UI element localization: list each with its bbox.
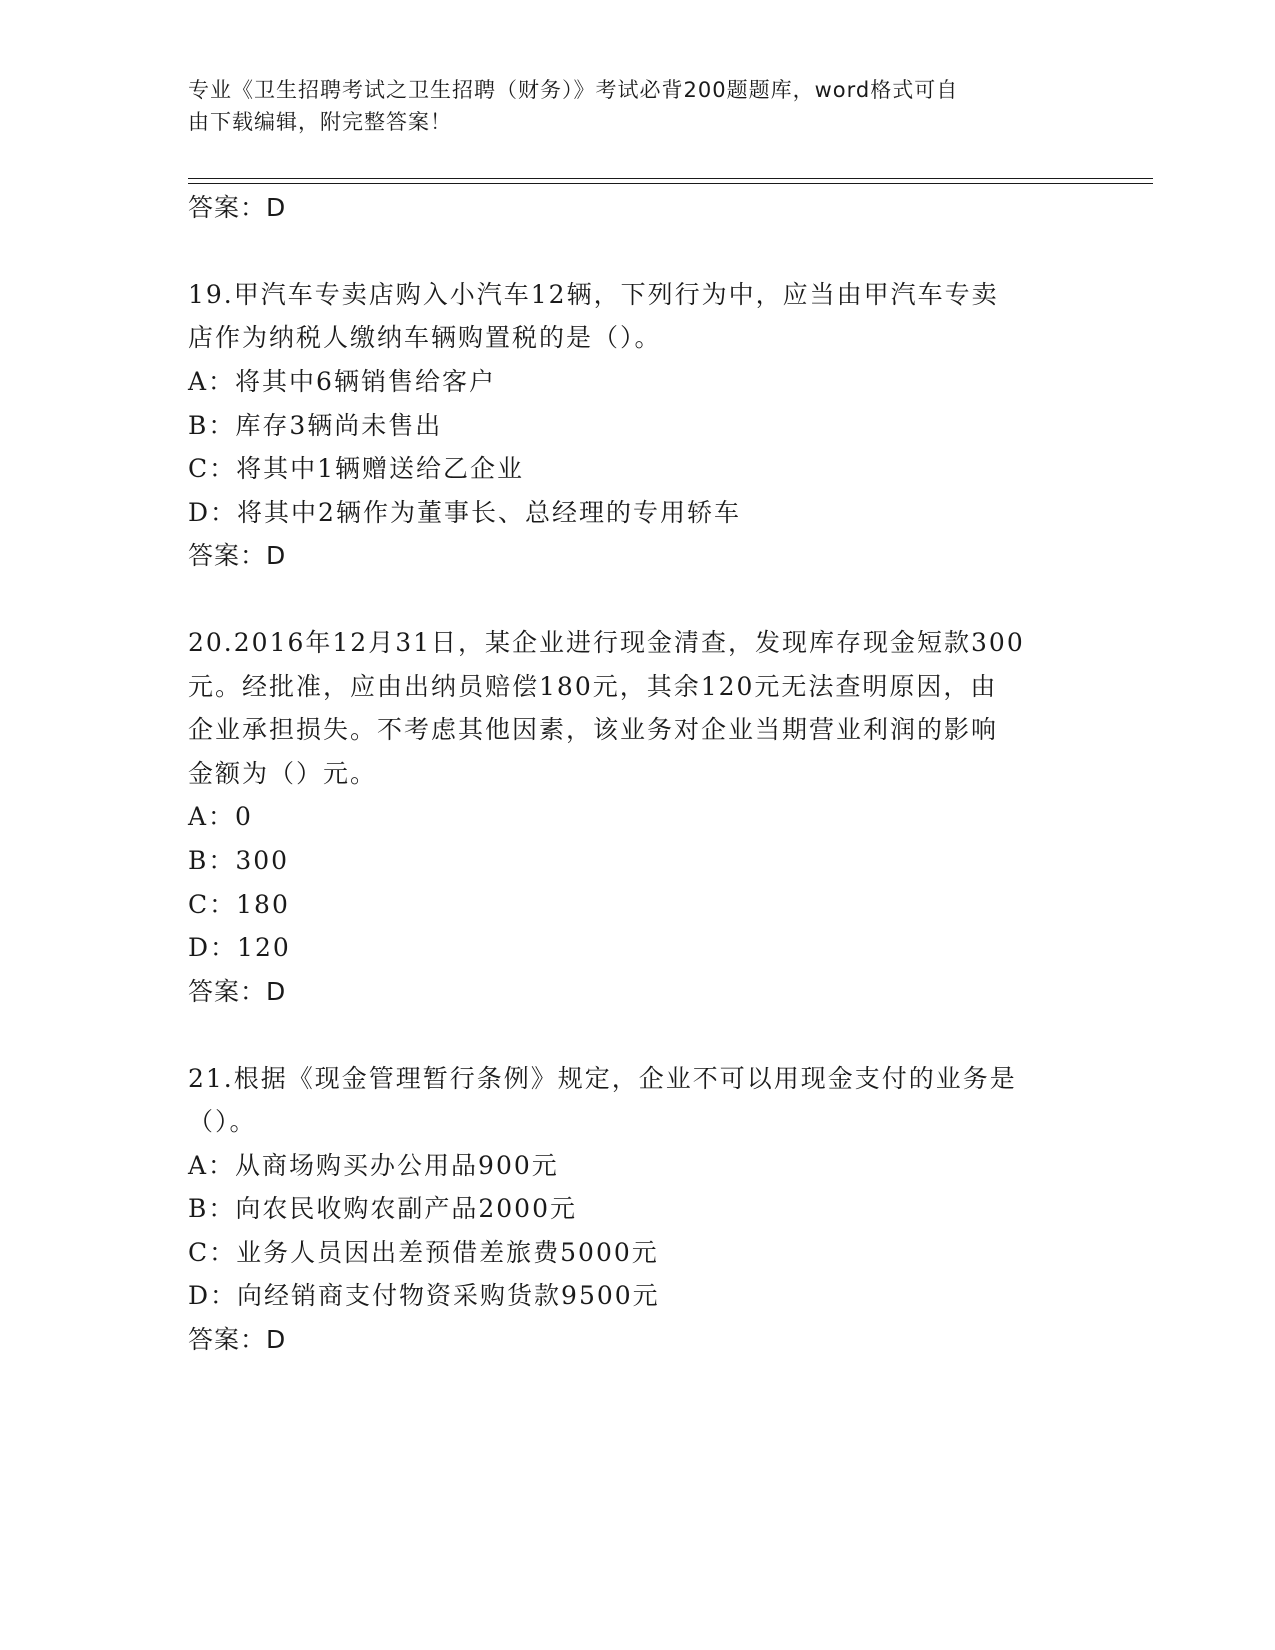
q20-answer: 答案：D <box>188 977 287 1006</box>
q19-option-c: C：将其中1辆赠送给乙企业 <box>188 454 525 483</box>
document-header <box>188 74 1088 138</box>
q19-option-b: B：库存3辆尚未售出 <box>188 411 443 440</box>
header-divider-bottom <box>188 183 1153 184</box>
q20-option-c: C：180 <box>188 890 290 919</box>
q21-option-d: D：向经销商支付物资采购货款9500元 <box>188 1281 660 1310</box>
q20-option-a: A：0 <box>188 802 253 831</box>
q20-stem-line-3: 企业承担损失。不考虑其他因素，该业务对企业当期营业利润的影响 <box>188 715 999 744</box>
q20-option-b: B：300 <box>188 846 290 875</box>
q20-stem-line-4: 金额为（）元。 <box>188 759 378 788</box>
q21-option-c: C：业务人员因出差预借差旅费5000元 <box>188 1238 659 1267</box>
previous-answer: 答案：D <box>188 193 287 222</box>
q20-stem-line-1: 20.2016年12月31日，某企业进行现金清查，发现库存现金短款300 <box>188 628 1025 657</box>
q19-stem-line-1: 19.甲汽车专卖店购入小汽车12辆，下列行为中，应当由甲汽车专卖 <box>188 280 999 309</box>
q21-answer: 答案：D <box>188 1325 287 1354</box>
q20-stem-line-2: 元。经批准，应由出纳员赔偿180元，其余120元无法查明原因，由 <box>188 672 998 701</box>
q21-option-a: A：从商场购买办公用品900元 <box>188 1151 559 1180</box>
header-divider-top <box>188 178 1153 179</box>
q20-option-d: D：120 <box>188 933 291 962</box>
q21-stem-line-2: （）。 <box>188 1107 257 1136</box>
q19-answer: 答案：D <box>188 541 287 570</box>
q21-stem-line-1: 21.根据《现金管理暂行条例》规定，企业不可以用现金支付的业务是 <box>188 1064 1017 1093</box>
q19-option-a: A：将其中6辆销售给客户 <box>188 367 496 396</box>
q19-option-d: D：将其中2辆作为董事长、总经理的专用轿车 <box>188 498 741 527</box>
q19-stem-line-2: 店作为纳税人缴纳车辆购置税的是（）。 <box>188 323 662 352</box>
header-line-2: 由下载编辑，附完整答案！ <box>188 110 452 134</box>
header-line-1: 专业《卫生招聘考试之卫生招聘（财务）》考试必背200题题库，word格式可自 <box>188 78 959 102</box>
q21-option-b: B：向农民收购农副产品2000元 <box>188 1194 577 1223</box>
